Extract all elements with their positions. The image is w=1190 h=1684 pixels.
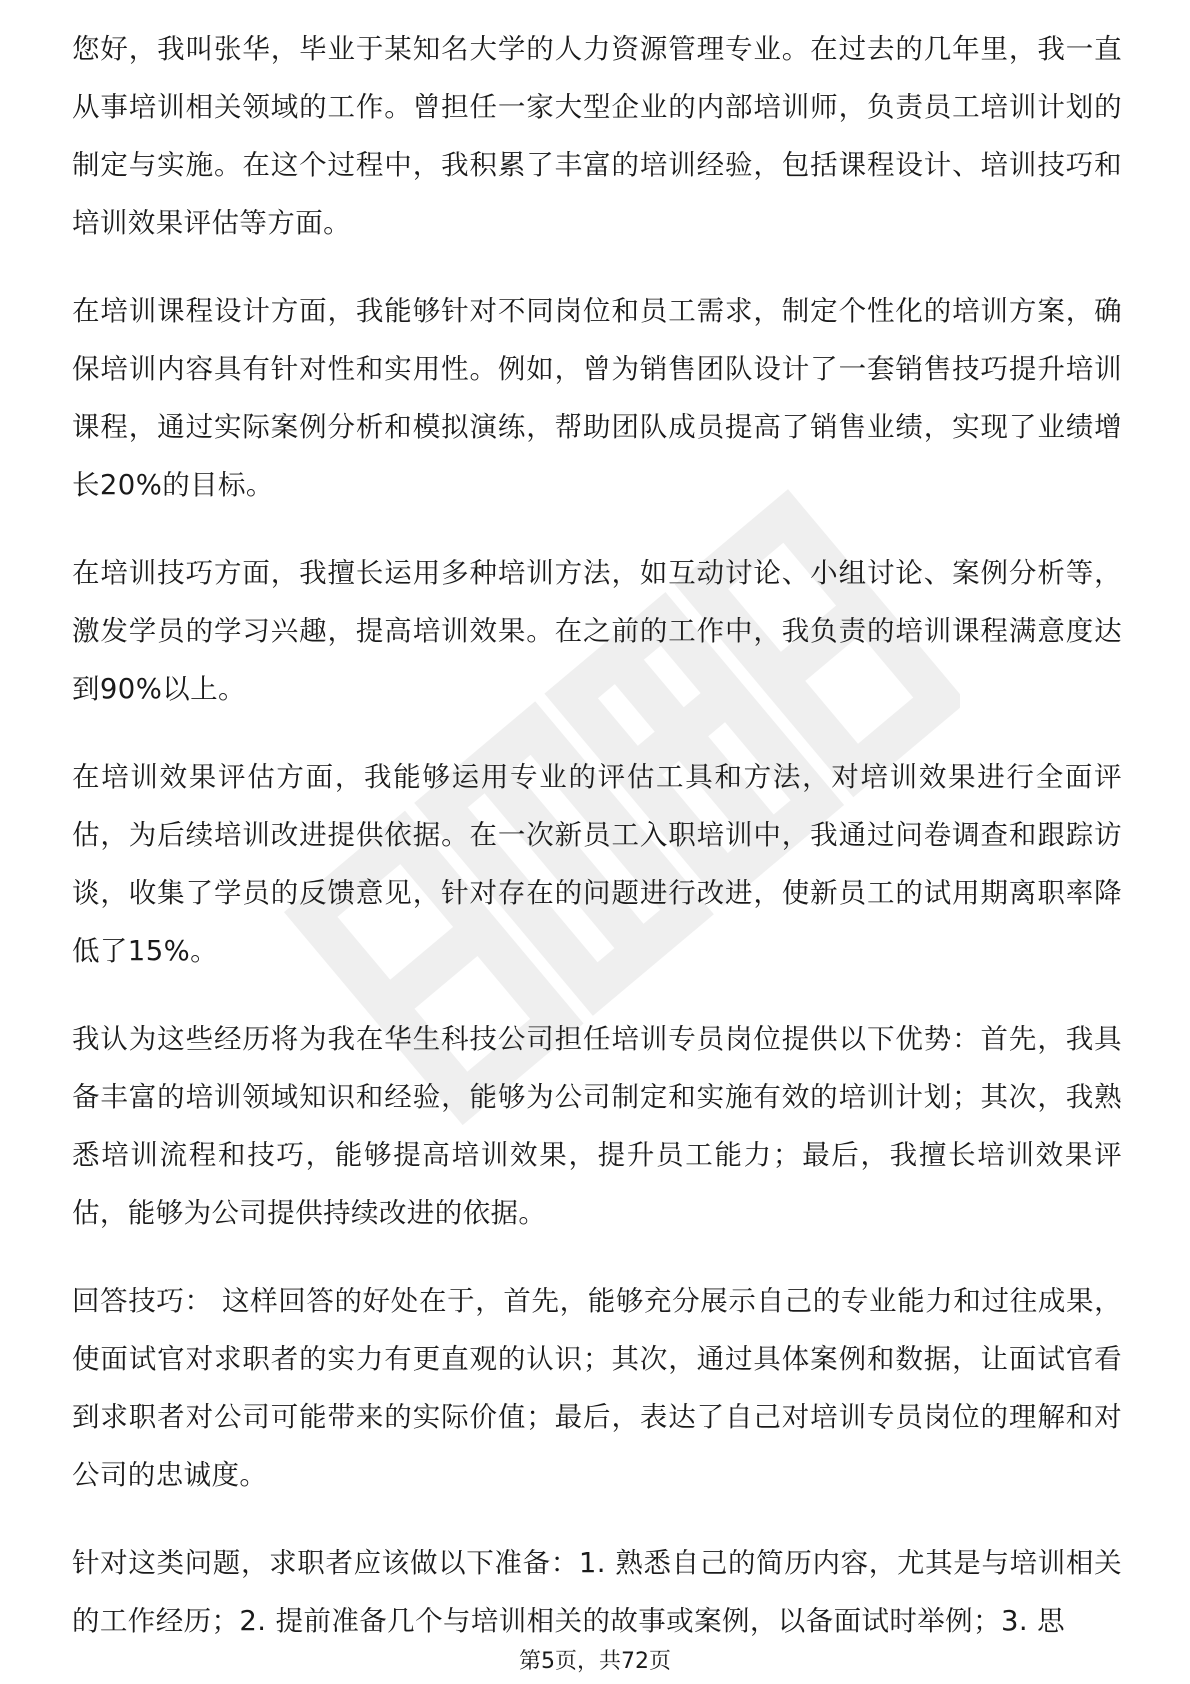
main-content bbox=[72, 32, 1122, 1680]
page-number-footer: 第5页，共72页 bbox=[519, 1649, 671, 1674]
paragraph-training-skills: 在培训技巧方面，我擅长运用多种培训方法，如互动讨论、小组讨论、案例分析等，激发学员的学习兴趣，提高培训效果。在之前的工作中，我负责的培训课程满意度达到90%以上。 bbox=[72, 557, 1122, 705]
paragraph-intro: 您好，我叫张华，毕业于某知名大学的人力资源管理专业。在过去的几年里，我一直从事培训相关领域的工作。曾担任一家大型企业的内部培训师，负责员工培训计划的制定与实施。在这个过程中，我积累了丰富的培训经验，包括课程设计、培训技巧和培训效果评估等方面。 bbox=[72, 33, 1122, 239]
paragraph-advantages: 我认为这些经历将为我在华生科技公司担任培训专员岗位提供以下优势：首先，我具备丰富的培训领域知识和经验，能够为公司制定和实施有效的培训计划；其次，我熟悉培训流程和技巧，能够提高培训效果，提升员工能力；最后，我擅长培训效果评估，能够为公司提供持续改进的依据。 bbox=[72, 1023, 1122, 1229]
paragraph-evaluation: 在培训效果评估方面，我能够运用专业的评估工具和方法，对培训效果进行全面评估，为后续培训改进提供依据。在一次新员工入职培训中，我通过问卷调查和跟踪访谈，收集了学员的反馈意见，针对存在的问题进行改进，使新员工的试用期离职率降低了15%。 bbox=[72, 761, 1122, 967]
paragraph-preparation: 针对这类问题，求职者应该做以下准备：1. 熟悉自己的简历内容，尤其是与培训相关的工作经历；2. 提前准备几个与培训相关的故事或案例，以备面试时举例；3. 思 bbox=[72, 1547, 1122, 1637]
paragraph-answer-tips: 回答技巧： 这样回答的好处在于，首先，能够充分展示自己的专业能力和过往成果，使面试官对求职者的实力有更直观的认识；其次，通过具体案例和数据，让面试官看到求职者对公司可能带来的实际价值；最后，表达了自己对培训专员岗位的理解和对公司的忠诚度。 bbox=[72, 1285, 1122, 1491]
paragraph-course-design: 在培训课程设计方面，我能够针对不同岗位和员工需求，制定个性化的培训方案，确保培训内容具有针对性和实用性。例如，曾为销售团队设计了一套销售技巧提升培训课程，通过实际案例分析和模拟演练，帮助团队成员提高了销售业绩，实现了业绩增长20%的目标。 bbox=[72, 295, 1122, 501]
